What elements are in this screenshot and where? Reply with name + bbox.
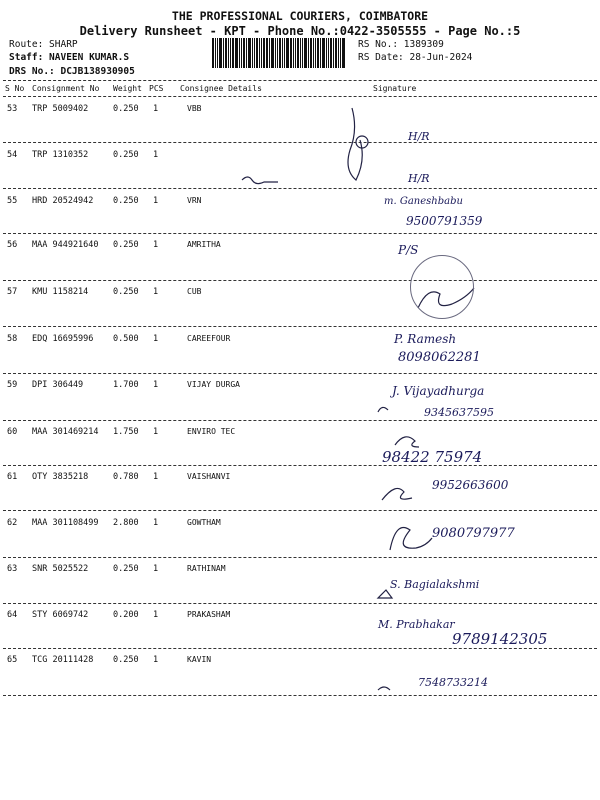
- col-sno: S No: [5, 84, 25, 93]
- row-sno: 59: [7, 380, 18, 390]
- col-consignee: Consignee Details: [180, 84, 262, 93]
- signature-phone: 9500791359: [406, 214, 483, 228]
- row-weight: 0.780: [113, 472, 139, 482]
- row-consignment: HRD 20524942: [32, 196, 94, 206]
- row-consignment: MAA 301108499: [32, 518, 99, 528]
- rs-number: RS No.: 1389309: [358, 39, 444, 50]
- row-weight: 0.250: [113, 655, 139, 665]
- col-consignment: Consignment No: [32, 84, 100, 93]
- signature-ps: P/S: [398, 243, 419, 257]
- row-weight: 0.250: [113, 240, 139, 250]
- signature-scribble: [378, 590, 392, 598]
- row-sno: 56: [7, 240, 18, 250]
- row-consignee: PRAKASHAM: [187, 610, 231, 619]
- row-sno: 55: [7, 196, 18, 206]
- signature-phone: 9345637595: [424, 406, 494, 419]
- col-weight: Weight: [113, 84, 142, 93]
- row-weight: 2.800: [113, 518, 139, 528]
- row-pcs: 1: [153, 287, 159, 297]
- row-consignment: STY 6069742: [32, 610, 89, 620]
- row-weight: 1.700: [113, 380, 139, 390]
- row-consignee: AMRITHA: [187, 240, 221, 249]
- row-pcs: 1: [153, 380, 159, 390]
- signature-phone: 9080797977: [432, 526, 515, 541]
- row-sno: 58: [7, 334, 18, 344]
- row-pcs: 1: [153, 150, 159, 160]
- row-weight: 0.250: [113, 150, 139, 160]
- row-weight: 0.250: [113, 287, 139, 297]
- row-consignment: MAA 944921640: [32, 240, 99, 250]
- signature-name: M. Prabhakar: [378, 618, 455, 631]
- row-consignment: DPI 306449: [32, 380, 84, 390]
- row-consignee: VRN: [187, 196, 202, 205]
- col-signature: Signature: [373, 84, 417, 93]
- staff-label: Staff: NAVEEN KUMAR.S: [9, 52, 130, 63]
- runsheet-subtitle: Delivery Runsheet - KPT - Phone No.:0422-3505555 - Page No.:5: [79, 24, 521, 38]
- signature-phone: 7548733214: [418, 676, 488, 689]
- signature-scribble: [242, 177, 278, 184]
- signature-name: J. Vijayadhurga: [392, 384, 485, 398]
- row-consignment: TRP 5009402: [32, 104, 89, 114]
- row-sno: 65: [7, 655, 18, 665]
- row-consignee: CAREEFOUR: [187, 334, 231, 343]
- row-sno: 64: [7, 610, 18, 620]
- row-consignee: ENVIRO TEC: [187, 427, 236, 436]
- signature-scribble: [378, 687, 390, 690]
- signature-phone: 9789142305: [452, 630, 548, 648]
- row-weight: 0.250: [113, 104, 139, 114]
- signature-hr-2: H/R: [408, 172, 430, 185]
- row-consignee: GOWTHAM: [187, 518, 221, 527]
- row-sno: 61: [7, 472, 18, 482]
- signature-scribble: [378, 407, 388, 412]
- row-consignment: TRP 1310352: [32, 150, 89, 160]
- row-pcs: 1: [153, 240, 159, 250]
- row-consignment: KMU 1158214: [32, 287, 89, 297]
- row-weight: 0.250: [113, 196, 139, 206]
- row-pcs: 1: [153, 564, 159, 574]
- row-consignee: CUB: [187, 287, 202, 296]
- row-sno: 60: [7, 427, 18, 437]
- row-sno: 53: [7, 104, 18, 114]
- row-pcs: 1: [153, 196, 159, 206]
- row-pcs: 1: [153, 655, 159, 665]
- signature-name: m. Ganeshbabu: [384, 196, 463, 207]
- row-consignee: VIJAY DURGA: [187, 380, 240, 389]
- row-pcs: 1: [153, 472, 159, 482]
- row-pcs: 1: [153, 518, 159, 528]
- row-consignee: VBB: [187, 104, 202, 113]
- row-pcs: 1: [153, 610, 159, 620]
- row-consignment: SNR 5025522: [32, 564, 89, 574]
- row-pcs: 1: [153, 427, 159, 437]
- signature-scribble: [382, 488, 412, 500]
- row-pcs: 1: [153, 334, 159, 344]
- row-weight: 0.200: [113, 610, 139, 620]
- signature-scribble: [395, 437, 419, 447]
- signature-hr-1: H/R: [408, 130, 430, 143]
- signature-phone: 8098062281: [398, 350, 481, 365]
- signature-name: P. Ramesh: [394, 332, 457, 346]
- row-consignment: MAA 301469214: [32, 427, 99, 437]
- row-sno: 62: [7, 518, 18, 528]
- col-pcs: PCS: [149, 84, 164, 93]
- company-title: THE PROFESSIONAL COURIERS, COIMBATORE: [171, 9, 429, 23]
- rs-date: RS Date: 28-Jun-2024: [358, 52, 473, 63]
- round-stamp: [410, 255, 474, 319]
- row-consignee: KAVIN: [187, 655, 212, 664]
- row-weight: 1.750: [113, 427, 139, 437]
- signature-name: S. Bagialakshmi: [390, 578, 480, 591]
- row-sno: 63: [7, 564, 18, 574]
- row-weight: 0.250: [113, 564, 139, 574]
- row-consignee: RATHINAM: [187, 564, 226, 573]
- row-consignment: OTY 3835218: [32, 472, 89, 482]
- row-sno: 54: [7, 150, 18, 160]
- row-pcs: 1: [153, 104, 159, 114]
- row-weight: 0.500: [113, 334, 139, 344]
- route-label: Route: SHARP: [9, 39, 78, 50]
- signature-scribble: [348, 108, 362, 180]
- signature-phone: 98422 75974: [382, 448, 483, 466]
- row-consignee: VAISHANVI: [187, 472, 231, 481]
- signature-scribble: [390, 528, 432, 551]
- row-consignment: EDQ 16695996: [32, 334, 94, 344]
- row-consignment: TCG 20111428: [32, 655, 94, 665]
- drs-number: DRS No.: DCJB138930905: [9, 66, 135, 77]
- signature-phone: 9952663600: [432, 478, 509, 492]
- row-sno: 57: [7, 287, 18, 297]
